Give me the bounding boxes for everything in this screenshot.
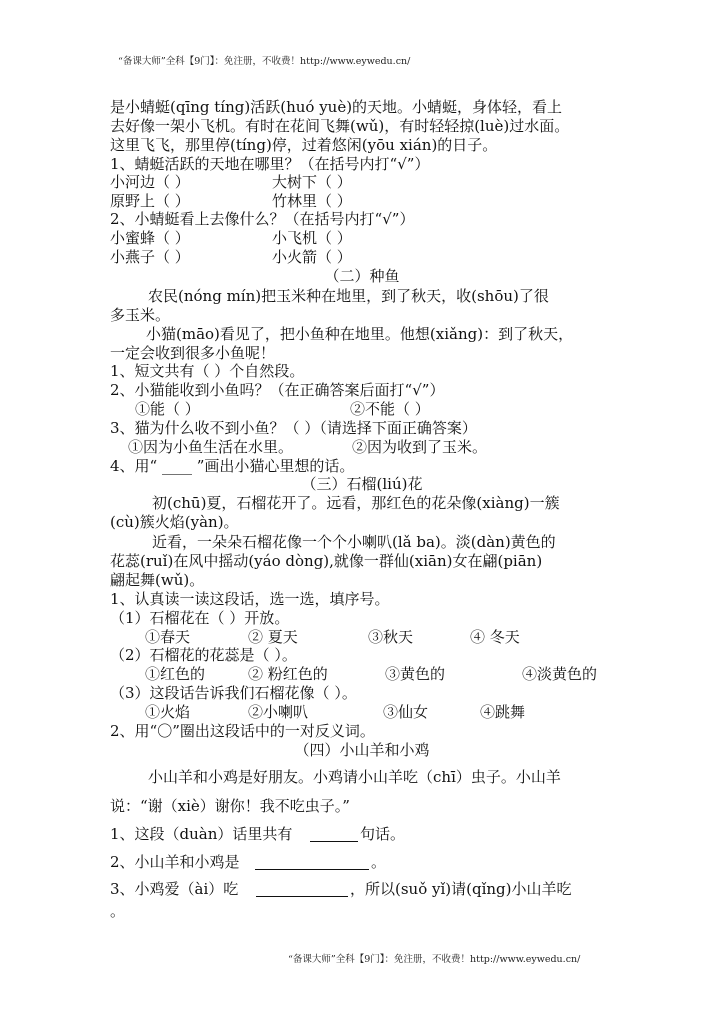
p3-line3: 近看，一朵朵石榴花像一个个小喇叭(lǎ ba)。淡(dàn)黄色的: [152, 533, 556, 551]
p2-q2-option: ②不能（ ）: [350, 400, 430, 418]
page-footer: “备课大师”全科【9门】：免注册，不收费！http://www.eywedu.cn/: [288, 954, 581, 965]
section-3-title: （三）石榴(liú)花: [301, 475, 423, 493]
p3-s3-option: ③仙女: [383, 703, 429, 721]
section-2-title: （二）种鱼: [324, 267, 400, 285]
p3-s3-option: ④跳舞: [480, 703, 526, 721]
p4-question-3-mid: ，所以(suǒ yǐ)请(qǐng)小山羊吃: [350, 880, 572, 898]
p1-q1-option: 大树下（ ）: [272, 173, 352, 191]
p3-s3-option: ①火焰: [145, 703, 191, 721]
p4-question-2-start: 2、小山羊和小鸡是: [110, 853, 240, 871]
p4-question-1-start: 1、这段（duàn）话里共有: [110, 825, 293, 843]
p1-q2-option: 小蜜蜂（ ）: [110, 229, 190, 247]
p4-question-1-end: 句话。: [360, 825, 406, 843]
p3-s1-option: ③秋天: [368, 628, 414, 646]
p3-sub-2: （2）石榴花的花蕊是（ ）。: [110, 646, 297, 664]
p1-q1-option: 竹林里（ ）: [272, 192, 352, 210]
answer-blank[interactable]: [310, 841, 358, 842]
section-4-title: （四）小山羊和小鸡: [294, 741, 430, 759]
p1-q2-option: 小火箭（ ）: [272, 248, 352, 266]
p3-s1-option: ①春天: [145, 628, 191, 646]
p2-q3-option: ①因为小鱼生活在水里。: [128, 438, 294, 456]
p3-s1-option: ② 夏天: [248, 628, 298, 646]
p2-question-4: 4、用“ ____ ”画出小猫心里想的话。: [110, 457, 355, 475]
p3-s2-option: ④淡黄色的: [522, 665, 598, 683]
p2-line2: 多玉米。: [110, 306, 171, 324]
p3-question-1: 1、认真读一读这段话，选一选，填序号。: [110, 590, 390, 608]
p2-question-1: 1、短文共有（ ）个自然段。: [110, 362, 305, 380]
p3-s3-option: ②小喇叭: [248, 703, 309, 721]
p3-line5: 翩起舞(wǔ)。: [110, 571, 205, 589]
p3-s2-option: ② 粉红色的: [248, 665, 328, 683]
p3-line1: 初(chū)夏，石榴花开了。远看，那红色的花朵像(xiàng)一簇: [152, 494, 560, 512]
p4-question-3-start: 3、小鸡爱（ài）吃: [110, 880, 239, 898]
p2-question-3: 3、猫为什么收不到小鱼？（ ）（请选择下面正确答案）: [110, 419, 477, 437]
p1-line2: 去好像一架小飞机。有时在花间飞舞(wǔ)，有时轻轻掠(luè)过水面。: [110, 117, 570, 135]
p1-q1-option: 小河边（ ）: [110, 173, 190, 191]
answer-blank[interactable]: [256, 896, 348, 897]
p3-question-2: 2、用“〇”圈出这段话中的一对反义词。: [110, 722, 375, 740]
p3-line2: (cù)簇火焰(yàn)。: [110, 513, 239, 531]
p4-question-3-end: 。: [110, 902, 126, 920]
p1-q1-option: 原野上（ ）: [110, 192, 190, 210]
p4-line2: 说：“谢（xiè）谢你！我不吃虫子。”: [110, 797, 350, 815]
p3-s2-option: ③黄色的: [385, 665, 446, 683]
p3-s2-option: ①红色的: [145, 665, 206, 683]
p2-line4: 一定会收到很多小鱼呢！: [110, 344, 276, 362]
p1-line1: 是小蜻蜓(qīng tíng)活跃(huó yuè)的天地。小蜻蜓，身体轻，看上: [110, 98, 563, 116]
p1-q2-option: 小飞机（ ）: [272, 229, 352, 247]
p2-line3: 小猫(māo)看见了，把小鱼种在地里。他想(xiǎng)：到了秋天，: [146, 325, 574, 343]
p2-q3-option: ②因为收到了玉米。: [352, 438, 488, 456]
p1-q2-option: 小燕子（ ）: [110, 248, 190, 266]
p3-line4: 花蕊(ruǐ)在风中摇动(yáo dòng),就像一群仙(xiān)女在翩(piān): [110, 552, 543, 570]
p2-q2-option: ①能（ ）: [135, 400, 200, 418]
p2-question-2: 2、小猫能收到小鱼吗？（在正确答案后面打“√”）: [110, 381, 445, 399]
p3-sub-1: （1）石榴花在（ ）开放。: [110, 609, 290, 627]
p1-question-1: 1、蜻蜓活跃的天地在哪里？（在括号内打“√”）: [110, 155, 430, 173]
p3-sub-3: （3）这段话告诉我们石榴花像（ ）。: [110, 684, 357, 702]
page-header: “备课大师”全科【9门】：免注册，不收费！http://www.eywedu.cn/: [118, 56, 411, 67]
p1-line3: 这里飞飞，那里停(tíng)停，过着悠闲(yōu xián)的日子。: [110, 136, 498, 154]
p4-line1: 小山羊和小鸡是好朋友。小鸡请小山羊吃（chī）虫子。小山羊: [148, 768, 561, 786]
p4-question-2-end: 。: [371, 853, 387, 871]
answer-blank[interactable]: [255, 869, 369, 870]
p2-line1: 农民(nóng mín)把玉米种在地里，到了秋天，收(shōu)了很: [148, 287, 549, 305]
p1-question-2: 2、小蜻蜓看上去像什么？（在括号内打“√”）: [110, 210, 415, 228]
p3-s1-option: ④ 冬天: [470, 628, 520, 646]
